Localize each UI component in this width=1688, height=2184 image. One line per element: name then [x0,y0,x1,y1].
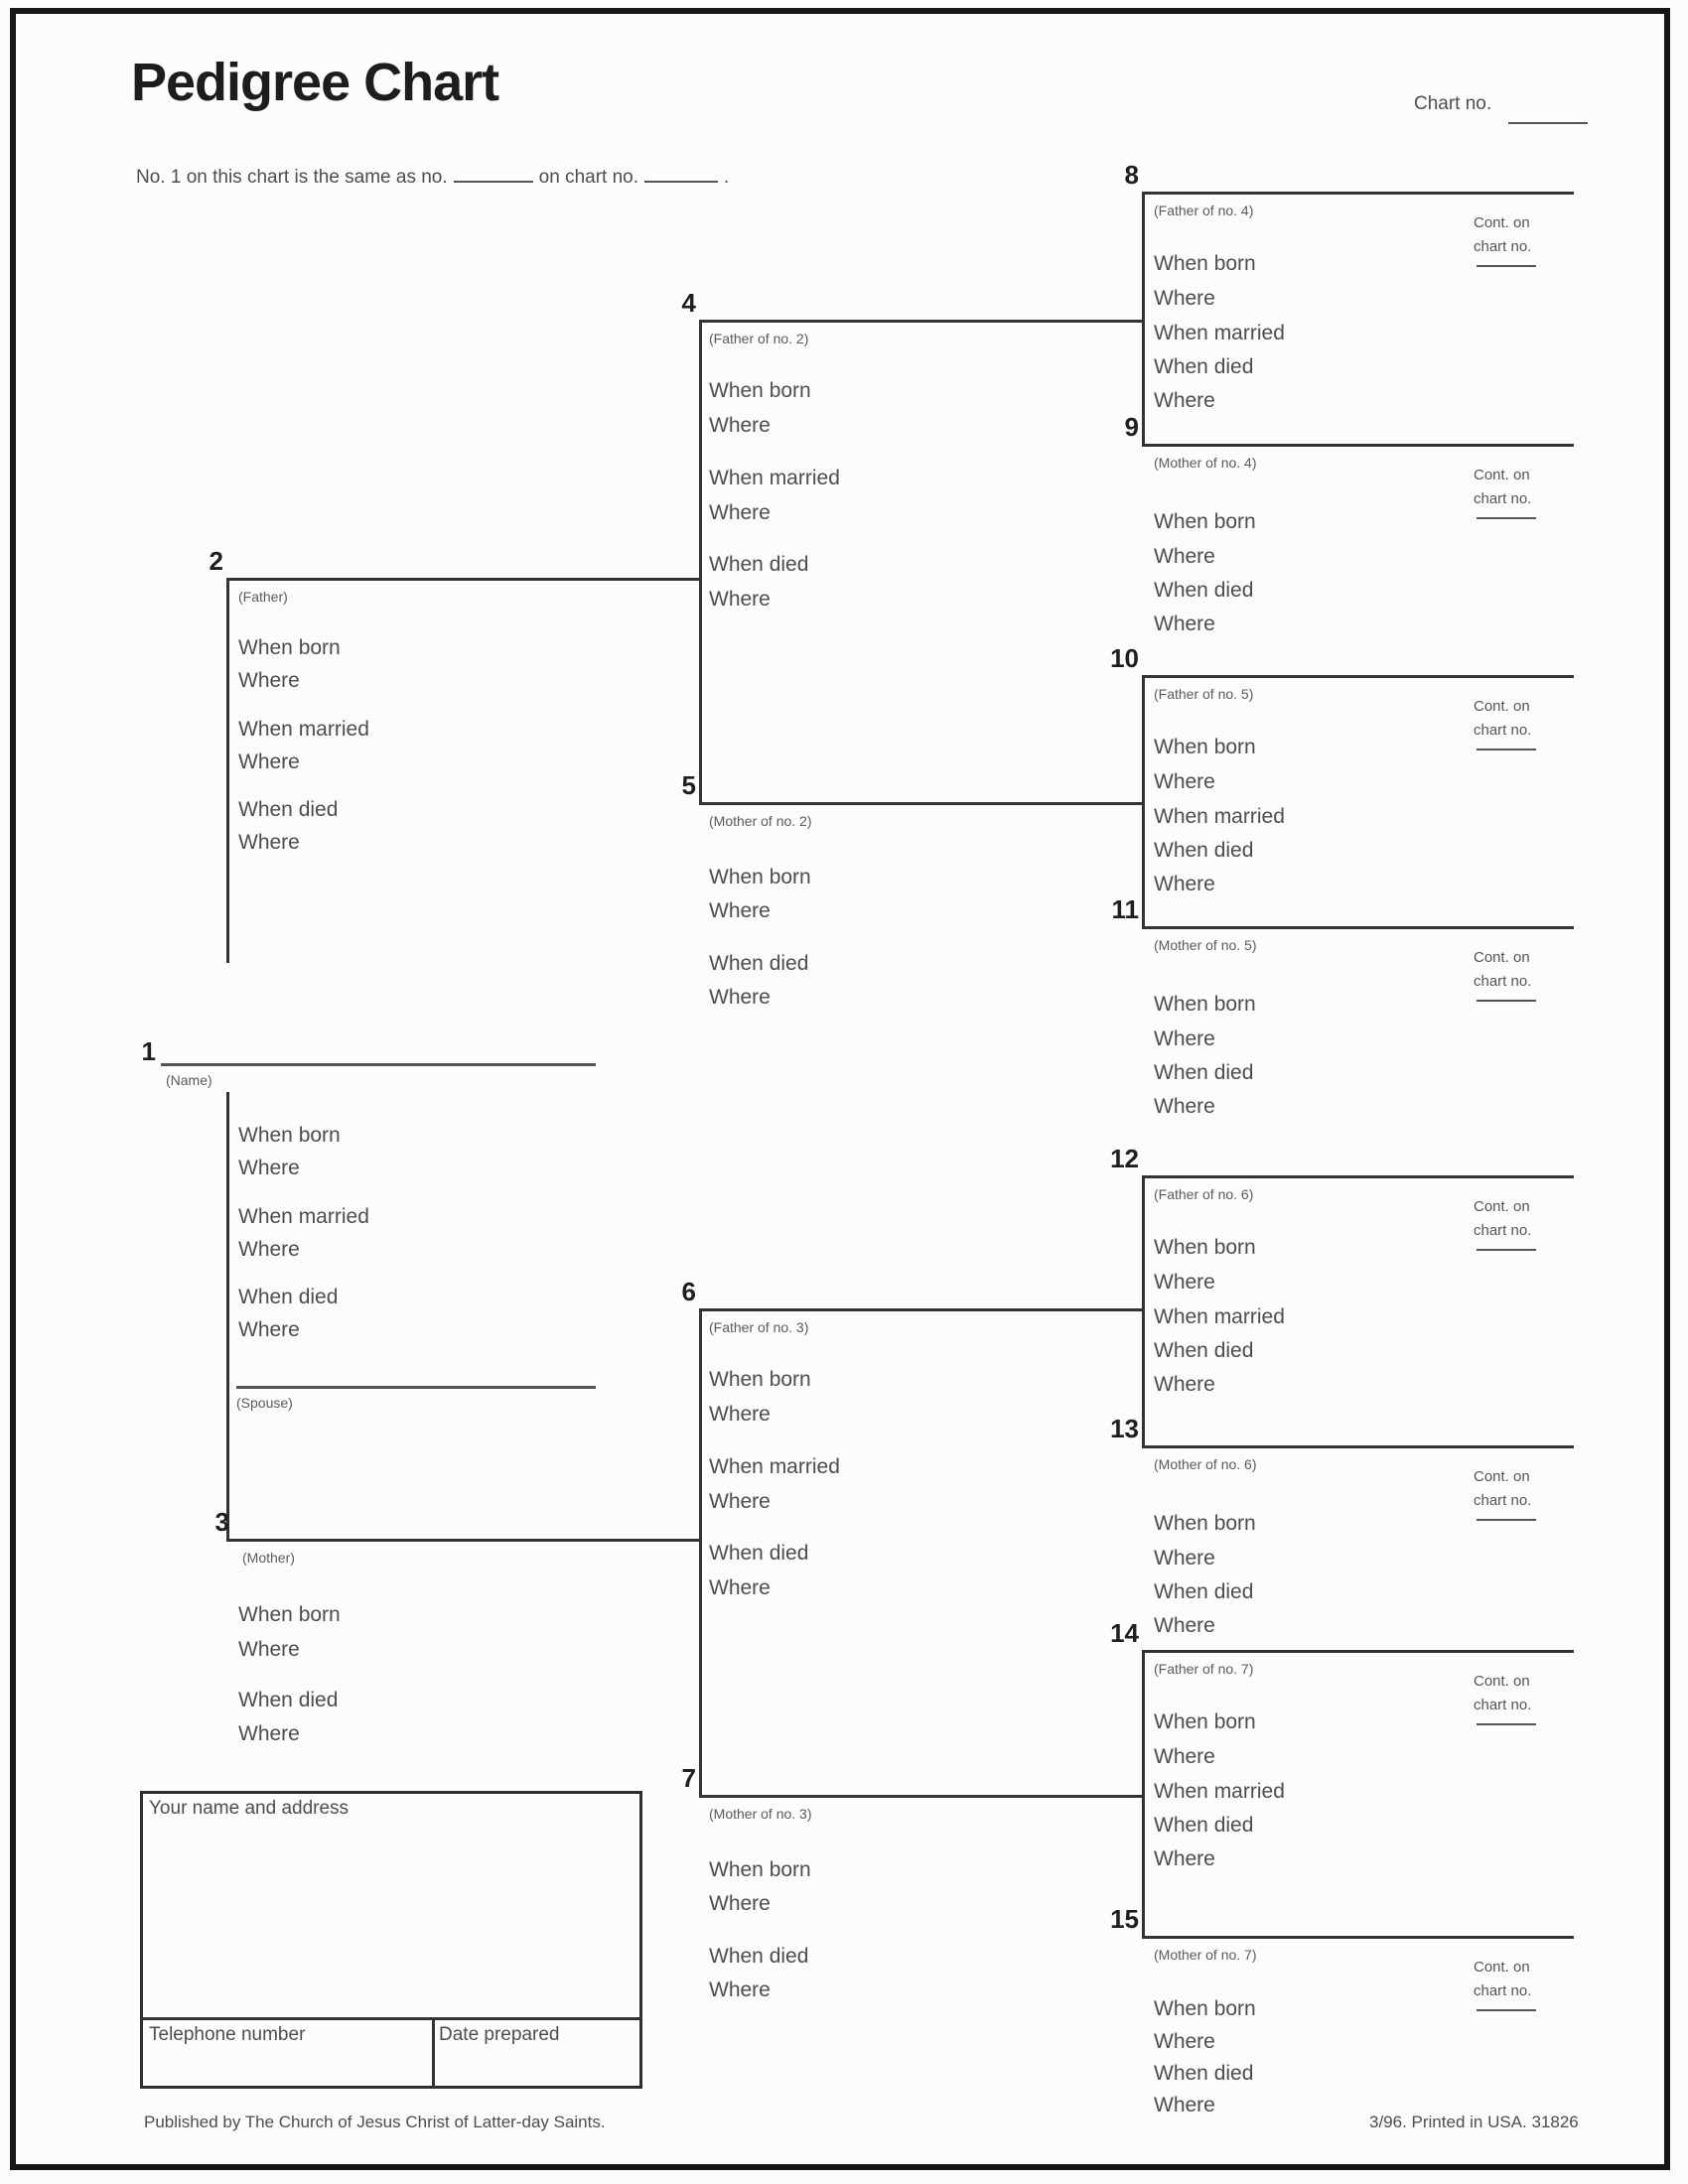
field-label: When married [709,1455,840,1478]
field-label: When married [709,467,840,489]
cont-on-chart-no: Cont. on chart no. [1474,214,1532,255]
field-label: When born [238,1124,341,1147]
blank-line [1477,1000,1536,1002]
field-label: Where [1154,389,1215,412]
field-label: When born [709,1858,811,1881]
bracket-line [226,578,229,963]
field-label: Where [709,986,771,1009]
field-label: Where [709,899,771,922]
blank-line [1477,749,1536,751]
person-9-label: (Mother of no. 4) [1154,455,1257,471]
person-15-line [1142,1936,1574,1939]
field-label: Where [1154,545,1215,568]
person-8-label: (Father of no. 4) [1154,203,1254,218]
chart-no-label: Chart no. [1414,93,1492,114]
cont-on-chart-no: Cont. on chart no. [1474,1959,1532,1999]
person-8-line [1142,192,1574,195]
field-label: When died [709,1945,809,1968]
person-8-number: 8 [1124,160,1139,190]
field-label: Where [1154,287,1215,310]
cont-on-chart-no: Cont. on chart no. [1474,467,1532,507]
bracket-line [699,320,702,802]
field-label: When died [238,1286,339,1308]
field-label: Where [1154,770,1215,793]
field-label: When born [709,1368,811,1391]
person-7-number: 7 [681,1763,696,1793]
page-title: Pedigree Chart [131,53,499,112]
cont-on-chart-no: Cont. on chart no. [1474,949,1532,990]
person-6-number: 6 [681,1277,696,1306]
person-5-line [699,802,1142,805]
person-14-line [1142,1650,1574,1653]
field-label: When married [238,718,369,741]
person-10-number: 10 [1110,643,1139,673]
field-label: Where [238,1157,300,1179]
print-info: 3/96. Printed in USA. 31826 [1369,2113,1579,2131]
field-label: When born [1154,993,1256,1016]
cont-on-chart-no: Cont. on chart no. [1474,1673,1532,1713]
person-7-label: (Mother of no. 3) [709,1806,812,1822]
person-2-label: (Father) [238,589,288,605]
intro-text-2: on chart no. [538,167,639,188]
field-label: Where [238,751,300,773]
telephone-label: Telephone number [149,2024,306,2045]
person-11-line [1142,926,1574,929]
field-label: When born [238,1603,341,1626]
person-14-number: 14 [1110,1618,1139,1648]
person-14-label: (Father of no. 7) [1154,1661,1254,1677]
field-label: When died [709,553,809,576]
person-4-number: 4 [681,288,696,318]
field-label: Where [238,1638,300,1661]
person-2-number: 2 [209,546,223,576]
field-label: Where [709,414,771,437]
person-4-line [699,320,1142,323]
person-5-label: (Mother of no. 2) [709,813,812,829]
cont-on-chart-no: Cont. on chart no. [1474,1198,1532,1239]
name-address-label: Your name and address [149,1798,350,1819]
person-1-number: 1 [141,1036,156,1066]
person-12-label: (Father of no. 6) [1154,1186,1254,1202]
person-13-number: 13 [1110,1414,1139,1443]
person-13-label: (Mother of no. 6) [1154,1456,1257,1472]
person-7-line [699,1795,1142,1798]
field-label: Where [238,1318,300,1341]
person-10-label: (Father of no. 5) [1154,686,1254,702]
field-label: Where [709,1490,771,1513]
person-15-number: 15 [1110,1904,1139,1934]
field-label: Where [1154,1095,1215,1118]
blank-line [1477,265,1536,267]
person-15-label: (Mother of no. 7) [1154,1947,1257,1963]
blank-line [1477,1249,1536,1251]
field-label: When married [1154,1780,1285,1803]
field-label: Where [238,1722,300,1745]
field-label: Where [1154,2030,1215,2053]
field-label: Where [1154,1614,1215,1637]
field-label: When died [1154,1580,1254,1603]
field-label: When born [709,866,811,888]
field-label: When born [1154,1997,1256,2020]
person-1-name-line [161,1063,596,1066]
publisher-note: Published by The Church of Jesus Christ of Latter-day Saints. [144,2113,606,2131]
person-3-label: (Mother) [242,1550,295,1566]
person-11-number: 11 [1111,894,1139,924]
person-1-label: (Name) [166,1072,212,1088]
field-label: When died [709,1542,809,1565]
cont-on-chart-no: Cont. on chart no. [1474,698,1532,739]
bracket-line [226,1092,229,1539]
field-label: When born [238,636,341,659]
field-label: Where [709,1403,771,1426]
field-label: Where [1154,1847,1215,1870]
field-label: Where [1154,2094,1215,2116]
person-6-label: (Father of no. 3) [709,1319,809,1335]
field-label: Where [1154,613,1215,635]
field-label: When died [238,1689,339,1711]
box-divider-line [432,2017,435,2087]
bracket-line [699,1308,702,1795]
field-label: When died [1154,1061,1254,1084]
person-3-number: 3 [214,1507,229,1537]
field-label: When married [1154,322,1285,344]
field-label: When died [1154,1814,1254,1837]
field-label: When died [238,798,339,821]
field-label: When born [1154,1710,1256,1733]
intro-sentence [136,161,729,189]
field-label: When died [709,952,809,975]
field-label: When married [1154,1305,1285,1328]
person-12-line [1142,1175,1574,1178]
field-label: Where [709,588,771,611]
field-label: When born [1154,1512,1256,1535]
blank-line [1477,1723,1536,1725]
bracket-line [1142,1175,1145,1445]
field-label: When died [1154,2062,1254,2085]
bracket-line [1142,1650,1145,1936]
person-3-line [226,1539,699,1542]
intro-period: . [724,167,730,188]
field-label: When born [1154,1236,1256,1259]
person-12-number: 12 [1110,1144,1139,1173]
field-label: When died [1154,839,1254,862]
field-label: Where [238,669,300,692]
person-13-line [1142,1445,1574,1448]
person-2-line [226,578,699,581]
spouse-label: (Spouse) [236,1395,293,1411]
field-label: When died [1154,355,1254,378]
field-label: When born [1154,252,1256,275]
field-label: Where [709,1892,771,1915]
person-4-label: (Father of no. 2) [709,331,809,346]
bracket-line [1142,192,1145,444]
chart-no-blank-line [1508,122,1588,124]
field-label: Where [1154,873,1215,895]
blank-line [1477,1519,1536,1521]
field-label: Where [1154,1373,1215,1396]
intro-text-1: No. 1 on this chart is the same as no. [136,167,448,188]
field-label: When born [1154,736,1256,758]
blank-line [1477,517,1536,519]
person-9-number: 9 [1124,412,1139,442]
box-divider-line [140,2017,642,2020]
person-9-line [1142,444,1574,447]
field-label: When born [709,379,811,402]
field-label: When died [1154,579,1254,602]
blank-line [1477,2009,1536,2011]
field-label: When died [1154,1339,1254,1362]
field-label: When born [1154,510,1256,533]
person-11-label: (Mother of no. 5) [1154,937,1257,953]
blank-line [644,161,718,183]
person-5-number: 5 [681,770,696,800]
field-label: Where [1154,1547,1215,1570]
field-label: When married [1154,805,1285,828]
spouse-line [236,1386,596,1389]
blank-line [454,161,533,183]
person-6-line [699,1308,1142,1311]
cont-on-chart-no: Cont. on chart no. [1474,1468,1532,1509]
person-10-line [1142,675,1574,678]
field-label: Where [238,831,300,854]
bracket-line [1142,675,1145,926]
field-label: Where [1154,1745,1215,1768]
field-label: Where [709,1979,771,2001]
field-label: Where [709,1576,771,1599]
field-label: Where [238,1238,300,1261]
date-prepared-label: Date prepared [439,2024,560,2045]
field-label: Where [709,501,771,524]
field-label: Where [1154,1271,1215,1294]
field-label: When married [238,1205,369,1228]
field-label: Where [1154,1027,1215,1050]
